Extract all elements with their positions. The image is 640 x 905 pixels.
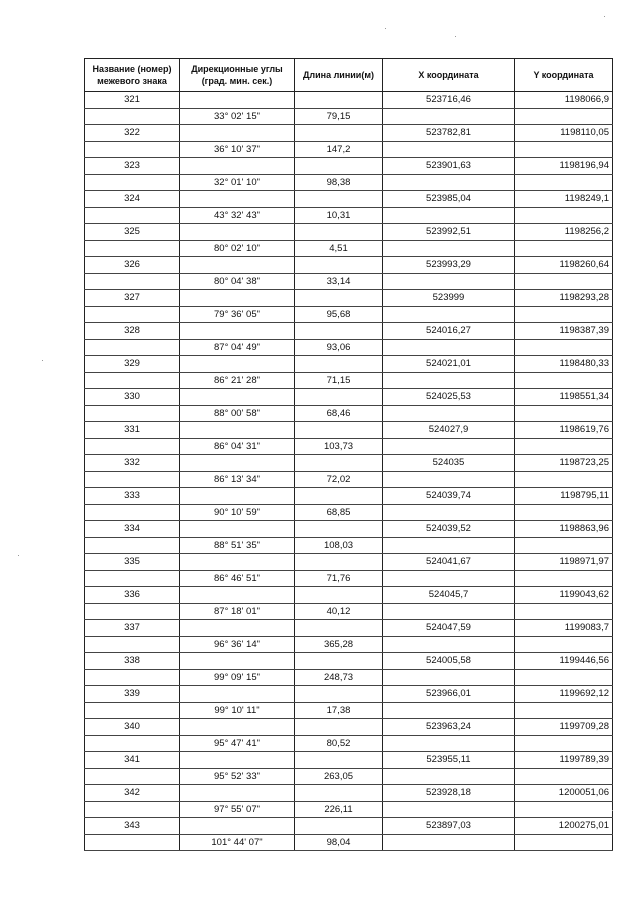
- direction-angle-cell: 80° 02' 10": [180, 240, 295, 257]
- scan-speck: [385, 28, 386, 29]
- y-coordinate-cell-empty: [515, 339, 613, 356]
- direction-angle-cell: 86° 46' 51": [180, 570, 295, 587]
- direction-angle-cell: 86° 21' 28": [180, 372, 295, 389]
- line-length-cell: 108,03: [295, 537, 383, 554]
- length-cell-empty: [295, 818, 383, 835]
- segment-row: [85, 141, 613, 158]
- direction-angle-cell: 88° 00' 58": [180, 405, 295, 422]
- point-row: [85, 554, 613, 571]
- point-row: [85, 290, 613, 307]
- point-row: [85, 587, 613, 604]
- point-row: [85, 422, 613, 439]
- mark-name-cell: 327: [85, 290, 180, 307]
- length-cell-empty: [295, 92, 383, 109]
- x-coordinate-cell-empty: [383, 273, 515, 290]
- angle-cell-empty: [180, 389, 295, 406]
- direction-angle-cell: 99° 10' 11": [180, 702, 295, 719]
- x-coordinate-cell: 523955,11: [383, 752, 515, 769]
- direction-angle-cell: 99° 09' 15": [180, 669, 295, 686]
- y-coordinate-cell-empty: [515, 141, 613, 158]
- header-line-length: Длина линии(м): [295, 59, 383, 92]
- y-coordinate-cell: 1200051,06: [515, 785, 613, 802]
- mark-name-cell-empty: [85, 504, 180, 521]
- line-length-cell: 40,12: [295, 603, 383, 620]
- segment-row: [85, 735, 613, 752]
- x-coordinate-cell: 523985,04: [383, 191, 515, 208]
- line-length-cell: 33,14: [295, 273, 383, 290]
- x-coordinate-cell-empty: [383, 438, 515, 455]
- point-row: [85, 158, 613, 175]
- scan-speck: [18, 555, 19, 556]
- length-cell-empty: [295, 125, 383, 142]
- mark-name-cell: 342: [85, 785, 180, 802]
- segment-row: [85, 834, 613, 851]
- y-coordinate-cell: 1198066,9: [515, 92, 613, 109]
- line-length-cell: 71,76: [295, 570, 383, 587]
- y-coordinate-cell-empty: [515, 636, 613, 653]
- y-coordinate-cell-empty: [515, 768, 613, 785]
- point-row: [85, 92, 613, 109]
- segment-row: [85, 801, 613, 818]
- y-coordinate-cell-empty: [515, 273, 613, 290]
- angle-cell-empty: [180, 257, 295, 274]
- y-coordinate-cell: 1198110,05: [515, 125, 613, 142]
- y-coordinate-cell-empty: [515, 471, 613, 488]
- point-row: [85, 125, 613, 142]
- x-coordinate-cell-empty: [383, 834, 515, 851]
- mark-name-cell-empty: [85, 471, 180, 488]
- angle-cell-empty: [180, 554, 295, 571]
- line-length-cell: 226,11: [295, 801, 383, 818]
- y-coordinate-cell-empty: [515, 207, 613, 224]
- x-coordinate-cell: 524047,59: [383, 620, 515, 637]
- length-cell-empty: [295, 587, 383, 604]
- mark-name-cell-empty: [85, 141, 180, 158]
- point-row: [85, 785, 613, 802]
- mark-name-cell-empty: [85, 669, 180, 686]
- segment-row: [85, 570, 613, 587]
- mark-name-cell: 326: [85, 257, 180, 274]
- y-coordinate-cell: 1198387,39: [515, 323, 613, 340]
- y-coordinate-cell: 1200275,01: [515, 818, 613, 835]
- x-coordinate-cell-empty: [383, 174, 515, 191]
- y-coordinate-cell: 1198196,94: [515, 158, 613, 175]
- scan-speck: [42, 360, 43, 361]
- line-length-cell: 72,02: [295, 471, 383, 488]
- x-coordinate-cell-empty: [383, 405, 515, 422]
- point-row: [85, 818, 613, 835]
- angle-cell-empty: [180, 785, 295, 802]
- scan-speck: [604, 16, 605, 17]
- length-cell-empty: [295, 257, 383, 274]
- direction-angle-cell: 97° 55' 07": [180, 801, 295, 818]
- line-length-cell: 93,06: [295, 339, 383, 356]
- angle-cell-empty: [180, 422, 295, 439]
- y-coordinate-cell: 1199789,39: [515, 752, 613, 769]
- segment-row: [85, 768, 613, 785]
- x-coordinate-cell-empty: [383, 108, 515, 125]
- x-coordinate-cell: 524025,53: [383, 389, 515, 406]
- x-coordinate-cell-empty: [383, 339, 515, 356]
- line-length-cell: 248,73: [295, 669, 383, 686]
- y-coordinate-cell-empty: [515, 108, 613, 125]
- segment-row: [85, 603, 613, 620]
- x-coordinate-cell-empty: [383, 669, 515, 686]
- line-length-cell: 95,68: [295, 306, 383, 323]
- mark-name-cell-empty: [85, 438, 180, 455]
- mark-name-cell-empty: [85, 537, 180, 554]
- line-length-cell: 4,51: [295, 240, 383, 257]
- x-coordinate-cell-empty: [383, 141, 515, 158]
- y-coordinate-cell: 1198480,33: [515, 356, 613, 373]
- angle-cell-empty: [180, 620, 295, 637]
- direction-angle-cell: 88° 51' 35": [180, 537, 295, 554]
- x-coordinate-cell-empty: [383, 240, 515, 257]
- length-cell-empty: [295, 488, 383, 505]
- mark-name-cell: 325: [85, 224, 180, 241]
- direction-angle-cell: 43° 32' 43": [180, 207, 295, 224]
- mark-name-cell: 340: [85, 719, 180, 736]
- line-length-cell: 98,04: [295, 834, 383, 851]
- angle-cell-empty: [180, 158, 295, 175]
- point-row: [85, 719, 613, 736]
- line-length-cell: 98,38: [295, 174, 383, 191]
- direction-angle-cell: 90° 10' 59": [180, 504, 295, 521]
- line-length-cell: 17,38: [295, 702, 383, 719]
- y-coordinate-cell: 1199692,12: [515, 686, 613, 703]
- mark-name-cell-empty: [85, 108, 180, 125]
- point-row: [85, 323, 613, 340]
- x-coordinate-cell-empty: [383, 471, 515, 488]
- x-coordinate-cell: 524041,67: [383, 554, 515, 571]
- x-coordinate-cell-empty: [383, 504, 515, 521]
- direction-angle-cell: 95° 47' 41": [180, 735, 295, 752]
- x-coordinate-cell-empty: [383, 636, 515, 653]
- angle-cell-empty: [180, 587, 295, 604]
- y-coordinate-cell-empty: [515, 405, 613, 422]
- mark-name-cell-empty: [85, 768, 180, 785]
- length-cell-empty: [295, 356, 383, 373]
- y-coordinate-cell: 1198619,76: [515, 422, 613, 439]
- y-coordinate-cell: 1198293,28: [515, 290, 613, 307]
- point-row: [85, 686, 613, 703]
- x-coordinate-cell: 523966,01: [383, 686, 515, 703]
- segment-row: [85, 702, 613, 719]
- angle-cell-empty: [180, 290, 295, 307]
- scan-speck: [455, 36, 456, 37]
- y-coordinate-cell-empty: [515, 306, 613, 323]
- table-header-row: [85, 59, 613, 92]
- x-coordinate-cell-empty: [383, 306, 515, 323]
- y-coordinate-cell-empty: [515, 603, 613, 620]
- direction-angle-cell: 95° 52' 33": [180, 768, 295, 785]
- mark-name-cell: 323: [85, 158, 180, 175]
- mark-name-cell: 332: [85, 455, 180, 472]
- line-length-cell: 71,15: [295, 372, 383, 389]
- angle-cell-empty: [180, 125, 295, 142]
- boundary-marks-table: [84, 58, 613, 851]
- angle-cell-empty: [180, 521, 295, 538]
- point-row: [85, 488, 613, 505]
- angle-cell-empty: [180, 686, 295, 703]
- x-coordinate-cell: 524039,74: [383, 488, 515, 505]
- direction-angle-cell: 79° 36' 05": [180, 306, 295, 323]
- mark-name-cell-empty: [85, 636, 180, 653]
- point-row: [85, 521, 613, 538]
- y-coordinate-cell-empty: [515, 174, 613, 191]
- x-coordinate-cell: 523716,46: [383, 92, 515, 109]
- mark-name-cell-empty: [85, 339, 180, 356]
- line-length-cell: 365,28: [295, 636, 383, 653]
- point-row: [85, 389, 613, 406]
- segment-row: [85, 504, 613, 521]
- direction-angle-cell: 80° 04' 38": [180, 273, 295, 290]
- x-coordinate-cell: 523782,81: [383, 125, 515, 142]
- direction-angle-cell: 87° 18' 01": [180, 603, 295, 620]
- y-coordinate-cell-empty: [515, 537, 613, 554]
- mark-name-cell-empty: [85, 273, 180, 290]
- y-coordinate-cell: 1198723,25: [515, 455, 613, 472]
- mark-name-cell-empty: [85, 405, 180, 422]
- angle-cell-empty: [180, 818, 295, 835]
- y-coordinate-cell-empty: [515, 801, 613, 818]
- y-coordinate-cell: 1198795,11: [515, 488, 613, 505]
- x-coordinate-cell-empty: [383, 603, 515, 620]
- x-coordinate-cell-empty: [383, 207, 515, 224]
- length-cell-empty: [295, 521, 383, 538]
- length-cell-empty: [295, 389, 383, 406]
- y-coordinate-cell-empty: [515, 372, 613, 389]
- angle-cell-empty: [180, 356, 295, 373]
- mark-name-cell: 336: [85, 587, 180, 604]
- length-cell-empty: [295, 620, 383, 637]
- header-y-coordinate: Y координата: [515, 59, 613, 92]
- x-coordinate-cell: 523928,18: [383, 785, 515, 802]
- segment-row: [85, 240, 613, 257]
- x-coordinate-cell: 524035: [383, 455, 515, 472]
- mark-name-cell: 321: [85, 92, 180, 109]
- point-row: [85, 620, 613, 637]
- segment-row: [85, 438, 613, 455]
- line-length-cell: 80,52: [295, 735, 383, 752]
- mark-name-cell: 324: [85, 191, 180, 208]
- mark-name-cell: 335: [85, 554, 180, 571]
- point-row: [85, 356, 613, 373]
- line-length-cell: 10,31: [295, 207, 383, 224]
- y-coordinate-cell-empty: [515, 504, 613, 521]
- line-length-cell: 68,46: [295, 405, 383, 422]
- length-cell-empty: [295, 191, 383, 208]
- length-cell-empty: [295, 323, 383, 340]
- mark-name-cell: 328: [85, 323, 180, 340]
- y-coordinate-cell: 1198971,97: [515, 554, 613, 571]
- x-coordinate-cell-empty: [383, 768, 515, 785]
- y-coordinate-cell: 1198863,96: [515, 521, 613, 538]
- mark-name-cell: 334: [85, 521, 180, 538]
- mark-name-cell-empty: [85, 834, 180, 851]
- length-cell-empty: [295, 752, 383, 769]
- table-body: [85, 92, 613, 851]
- mark-name-cell: 331: [85, 422, 180, 439]
- y-coordinate-cell: 1198256,2: [515, 224, 613, 241]
- y-coordinate-cell: 1198551,34: [515, 389, 613, 406]
- direction-angle-cell: 86° 04' 31": [180, 438, 295, 455]
- point-row: [85, 257, 613, 274]
- direction-angle-cell: 96° 36' 14": [180, 636, 295, 653]
- x-coordinate-cell-empty: [383, 372, 515, 389]
- segment-row: [85, 174, 613, 191]
- y-coordinate-cell: 1199083,7: [515, 620, 613, 637]
- mark-name-cell-empty: [85, 570, 180, 587]
- x-coordinate-cell: 524027,9: [383, 422, 515, 439]
- length-cell-empty: [295, 158, 383, 175]
- mark-name-cell: 338: [85, 653, 180, 670]
- x-coordinate-cell: 523993,29: [383, 257, 515, 274]
- length-cell-empty: [295, 719, 383, 736]
- x-coordinate-cell: 524021,01: [383, 356, 515, 373]
- x-coordinate-cell: 523963,24: [383, 719, 515, 736]
- mark-name-cell: 339: [85, 686, 180, 703]
- direction-angle-cell: 87° 04' 49": [180, 339, 295, 356]
- length-cell-empty: [295, 785, 383, 802]
- x-coordinate-cell: 524016,27: [383, 323, 515, 340]
- mark-name-cell: 337: [85, 620, 180, 637]
- angle-cell-empty: [180, 191, 295, 208]
- length-cell-empty: [295, 455, 383, 472]
- scan-speck: [612, 810, 613, 811]
- line-length-cell: 263,05: [295, 768, 383, 785]
- y-coordinate-cell-empty: [515, 669, 613, 686]
- x-coordinate-cell: 524045,7: [383, 587, 515, 604]
- point-row: [85, 752, 613, 769]
- y-coordinate-cell-empty: [515, 240, 613, 257]
- y-coordinate-cell-empty: [515, 735, 613, 752]
- point-row: [85, 653, 613, 670]
- y-coordinate-cell-empty: [515, 570, 613, 587]
- header-mark-name: Название (номер) межевого знака: [85, 59, 180, 92]
- mark-name-cell-empty: [85, 207, 180, 224]
- mark-name-cell: 343: [85, 818, 180, 835]
- length-cell-empty: [295, 290, 383, 307]
- line-length-cell: 68,85: [295, 504, 383, 521]
- x-coordinate-cell-empty: [383, 801, 515, 818]
- y-coordinate-cell: 1199043,62: [515, 587, 613, 604]
- angle-cell-empty: [180, 455, 295, 472]
- line-length-cell: 79,15: [295, 108, 383, 125]
- length-cell-empty: [295, 554, 383, 571]
- segment-row: [85, 636, 613, 653]
- segment-row: [85, 372, 613, 389]
- mark-name-cell: 322: [85, 125, 180, 142]
- mark-name-cell: 333: [85, 488, 180, 505]
- segment-row: [85, 306, 613, 323]
- y-coordinate-cell: 1199709,28: [515, 719, 613, 736]
- header-x-coordinate: X координата: [383, 59, 515, 92]
- line-length-cell: 147,2: [295, 141, 383, 158]
- point-row: [85, 455, 613, 472]
- segment-row: [85, 405, 613, 422]
- x-coordinate-cell-empty: [383, 702, 515, 719]
- x-coordinate-cell-empty: [383, 735, 515, 752]
- y-coordinate-cell-empty: [515, 438, 613, 455]
- angle-cell-empty: [180, 653, 295, 670]
- angle-cell-empty: [180, 323, 295, 340]
- x-coordinate-cell: 523897,03: [383, 818, 515, 835]
- x-coordinate-cell: 524005,58: [383, 653, 515, 670]
- mark-name-cell-empty: [85, 240, 180, 257]
- direction-angle-cell: 86° 13' 34": [180, 471, 295, 488]
- mark-name-cell-empty: [85, 801, 180, 818]
- mark-name-cell-empty: [85, 174, 180, 191]
- line-length-cell: 103,73: [295, 438, 383, 455]
- length-cell-empty: [295, 653, 383, 670]
- point-row: [85, 224, 613, 241]
- mark-name-cell-empty: [85, 702, 180, 719]
- mark-name-cell: 330: [85, 389, 180, 406]
- angle-cell-empty: [180, 224, 295, 241]
- mark-name-cell: 341: [85, 752, 180, 769]
- y-coordinate-cell: 1198260,64: [515, 257, 613, 274]
- direction-angle-cell: 101° 44' 07": [180, 834, 295, 851]
- x-coordinate-cell: 523992,51: [383, 224, 515, 241]
- segment-row: [85, 669, 613, 686]
- mark-name-cell: 329: [85, 356, 180, 373]
- x-coordinate-cell: 524039,52: [383, 521, 515, 538]
- x-coordinate-cell-empty: [383, 537, 515, 554]
- angle-cell-empty: [180, 752, 295, 769]
- x-coordinate-cell-empty: [383, 570, 515, 587]
- segment-row: [85, 471, 613, 488]
- mark-name-cell-empty: [85, 306, 180, 323]
- mark-name-cell-empty: [85, 372, 180, 389]
- direction-angle-cell: 33° 02' 15": [180, 108, 295, 125]
- length-cell-empty: [295, 422, 383, 439]
- direction-angle-cell: 32° 01' 10": [180, 174, 295, 191]
- y-coordinate-cell-empty: [515, 702, 613, 719]
- y-coordinate-cell: 1198249,1: [515, 191, 613, 208]
- length-cell-empty: [295, 224, 383, 241]
- segment-row: [85, 537, 613, 554]
- direction-angle-cell: 36° 10' 37": [180, 141, 295, 158]
- x-coordinate-cell: 523999: [383, 290, 515, 307]
- segment-row: [85, 339, 613, 356]
- segment-row: [85, 108, 613, 125]
- angle-cell-empty: [180, 488, 295, 505]
- segment-row: [85, 207, 613, 224]
- y-coordinate-cell: 1199446,56: [515, 653, 613, 670]
- mark-name-cell-empty: [85, 603, 180, 620]
- segment-row: [85, 273, 613, 290]
- mark-name-cell-empty: [85, 735, 180, 752]
- header-direction-angle: Дирекционные углы (град. мин. сек.): [180, 59, 295, 92]
- x-coordinate-cell: 523901,63: [383, 158, 515, 175]
- angle-cell-empty: [180, 92, 295, 109]
- length-cell-empty: [295, 686, 383, 703]
- y-coordinate-cell-empty: [515, 834, 613, 851]
- point-row: [85, 191, 613, 208]
- angle-cell-empty: [180, 719, 295, 736]
